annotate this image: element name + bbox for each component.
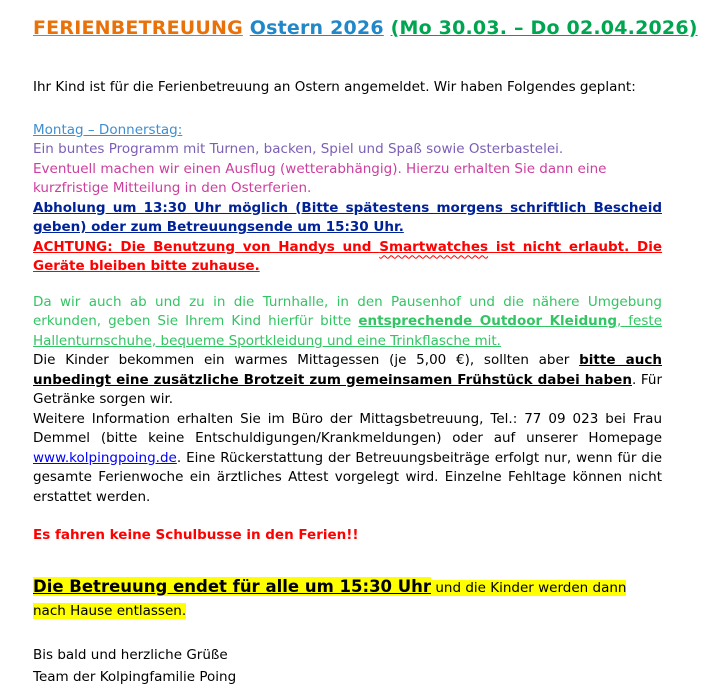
schedule-section xyxy=(33,121,662,277)
program-line: Ein buntes Programm mit Turnen, backen, Spiel und Spaß sowie Osterbastelei. xyxy=(33,141,564,157)
outdoor-underlined-rest: , feste Hallenturnschuhe, bequeme Sportkleidung und eine Trinkflasche mit. xyxy=(33,313,662,349)
outdoor-paragraph xyxy=(33,293,662,352)
title-date-range: (Mo 30.03. – Do 02.04.2026) xyxy=(390,17,698,39)
intro-paragraph: Ihr Kind ist für die Ferienbetreuung an Ostern angemeldet. Wir haben Folgendes geplant: xyxy=(33,79,636,95)
title-ferienbetreuung: FERIENBETREUUNG xyxy=(33,17,243,39)
info-paragraph xyxy=(33,410,662,508)
hinweise-section xyxy=(33,293,662,508)
title-ostern-2026: Ostern 2026 xyxy=(249,17,384,39)
mittagessen-text-pre: Die Kinder bekommen ein warmes Mittagessen (je 5,00 €), sollten aber xyxy=(33,352,580,368)
achtung-line xyxy=(33,238,662,277)
schedule-heading: Montag – Donnerstag: xyxy=(33,121,183,138)
brotzeit-bold-text: bitte auch unbedingt eine zusätzliche Brotzeit zum gemeinsamen Frühstück dabei haben xyxy=(33,352,663,388)
achtung-text-post: ist nicht erlaubt. Die Geräte bleiben bitte zuhause. xyxy=(33,238,663,274)
betreuungsende-paragraph xyxy=(33,575,662,623)
achtung-smartwatches-word: Smartwatches xyxy=(379,238,489,255)
homepage-link[interactable]: www.kolpingpoing.de xyxy=(33,449,177,466)
abholung-line: Abholung um 13:30 Uhr möglich (Bitte spätestens morgens schriftlich Bescheid geben) oder zum Betreuungsende um 15:30 Uhr. xyxy=(33,199,662,235)
ende-highlight-bold: Die Betreuung endet für alle um 15:30 Uhr xyxy=(33,576,432,596)
mittagessen-text-post: . Für Getränke sorgen wir. xyxy=(33,371,663,407)
closing-team: Team der Kolpingfamilie Poing xyxy=(33,668,237,685)
ausflug-line: Eventuell machen wir einen Ausflug (wetterabhängig). Hierzu erhalten Sie dann eine kurzfristige Mitteilung in den Osterferien. xyxy=(33,160,607,196)
closing-section xyxy=(33,644,662,688)
info-text-post: . Eine Rückerstattung der Betreuungsbeiträge erfolgt nur, wenn für die gesamte Ferienwoche ein ärztliches Attest vorgelegt wird. Einzelne Fehltage können nicht erstattet werden. xyxy=(33,449,662,505)
closing-greeting: Bis bald und herzliche Grüße xyxy=(33,646,228,663)
ende-highlight-rest: und die Kinder werden dann nach Hause entlassen. xyxy=(33,579,627,619)
schulbusse-notice: Es fahren keine Schulbusse in den Ferien!! xyxy=(33,527,359,543)
mittagessen-paragraph xyxy=(33,351,662,410)
page-title xyxy=(33,16,698,41)
achtung-text-pre: ACHTUNG: Die Benutzung von Handys und xyxy=(33,238,380,255)
outdoor-text-pre: Da wir auch ab und zu in die Turnhalle, in den Pausenhof und die nähere Umgebung erkunden, geben Sie Ihrem Kind hierfür bitte xyxy=(33,293,662,329)
info-text-pre: Weitere Information erhalten Sie im Büro der Mittagsbetreuung, Tel.: 77 09 023 bei Frau Demmel (bitte keine Entschuldigungen/Krankmeldungen) oder auf unserer Homepage xyxy=(33,410,662,446)
outdoor-bold-text: entsprechende Outdoor Kleidung xyxy=(358,313,617,329)
